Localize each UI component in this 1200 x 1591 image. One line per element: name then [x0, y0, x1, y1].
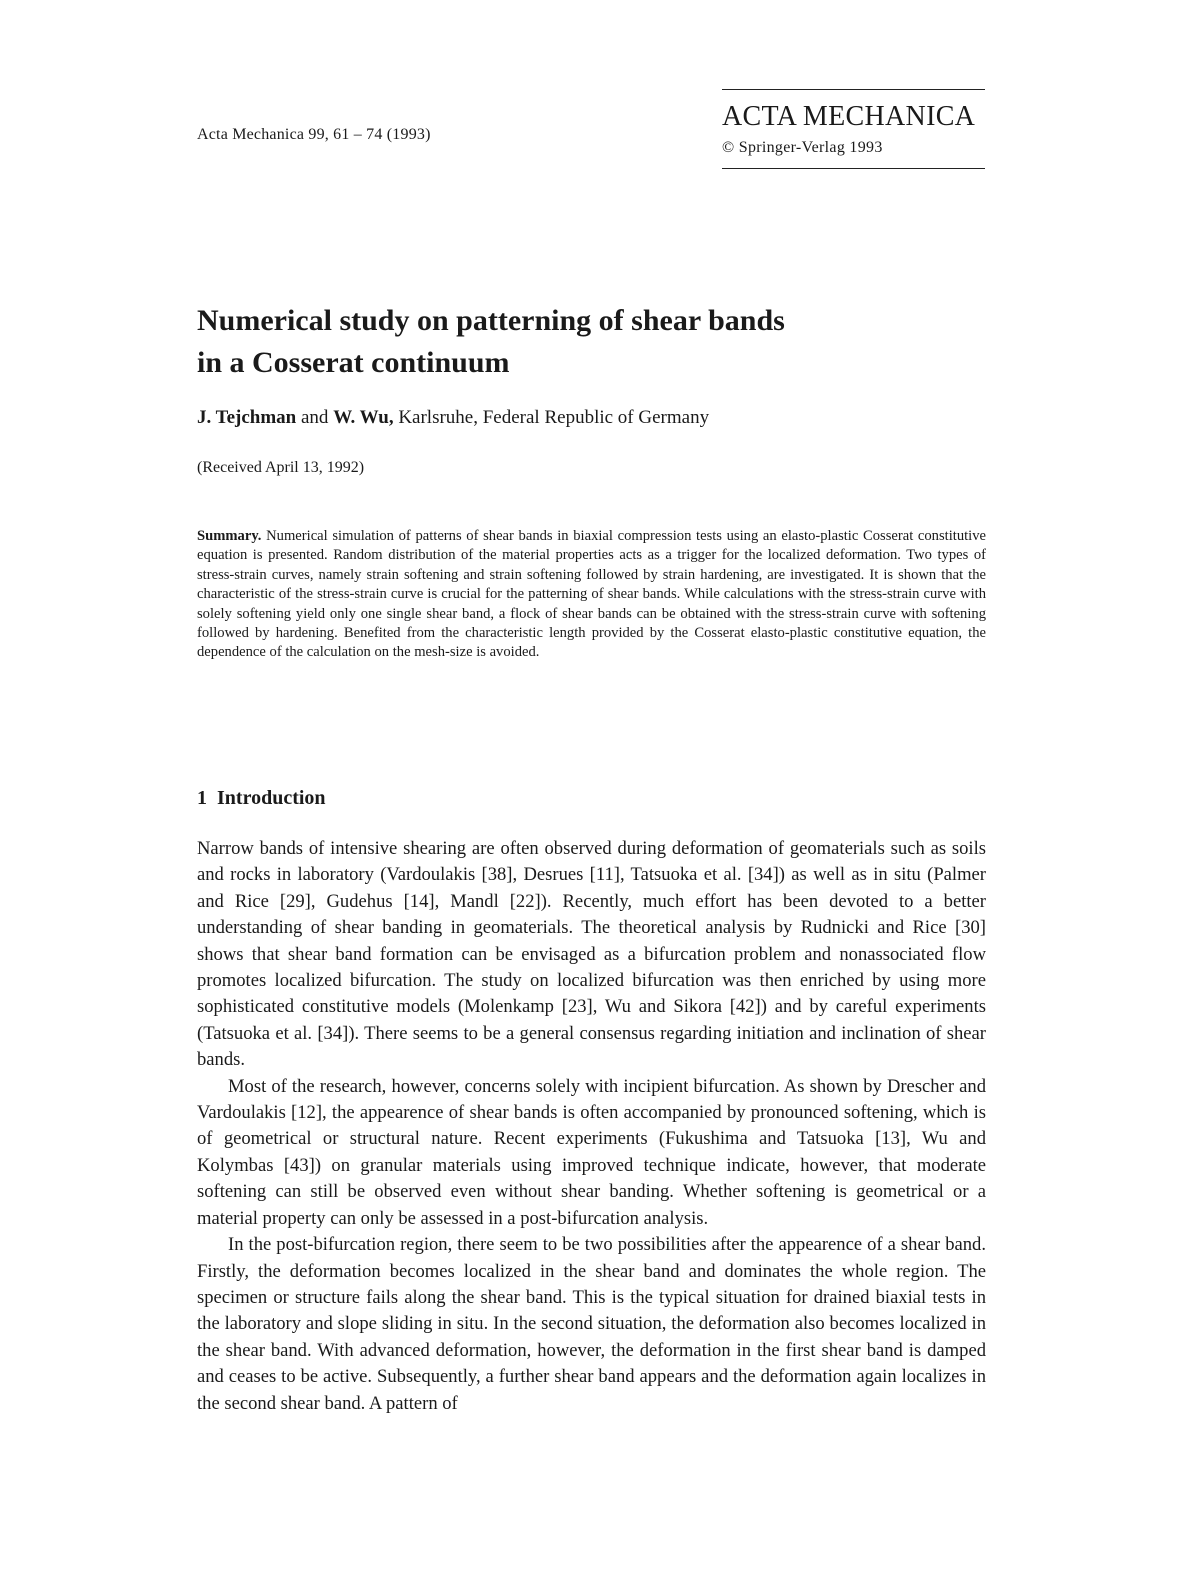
journal-citation: Acta Mechanica 99, 61 – 74 (1993)	[197, 126, 431, 143]
masthead-top-rule	[722, 89, 985, 90]
body-text	[197, 836, 986, 1417]
author-conjunction: and	[296, 407, 334, 428]
paragraph: In the post-bifurcation region, there seem to be two possibilities after the appearence of a shear band. Firstly, the deformation becomes localized in the shear band and dominates the whole region. The specimen or structure fails along the shear band. This is the typical situation for drained biaxial tests in the laboratory and slope sliding in situ. In the second situation, the deformation also becomes localized in the shear band. With advanced deformation, however, the deformation in the first shear band is damped and ceases to be active. Subsequently, a further shear band appears and the deformation again localizes in the second shear band. A pattern of	[197, 1234, 986, 1414]
summary-text: Numerical simulation of patterns of shear bands in biaxial compression tests using an elasto-plastic Cosserat constitutive equation is presented. Random distribution of the material properties acts as a trigger for the localized deformation. Two types of stress-strain curves, namely strain softening and strain softening followed by strain hardening, are investigated. It is shown that the characteristic of the stress-strain curve is crucial for the patterning of shear bands. While calculations with the stress-strain curve with solely softening yield only one single shear band, a flock of shear bands can be obtained with the stress-strain curve with softening followed by hardening. Benefited from the characteristic length provided by the Cosserat elasto-plastic constitutive equation, the dependence of the calculation on the mesh-size is avoided.	[197, 528, 986, 661]
title-line-2: in a Cosserat continuum	[197, 346, 510, 379]
summary-label: Summary.	[197, 528, 262, 544]
title-line-1: Numerical study on patterning of shear bands	[197, 304, 785, 337]
journal-masthead	[722, 89, 985, 169]
copyright-notice: © Springer-Verlag 1993	[722, 139, 883, 156]
author-2: W. Wu,	[333, 407, 394, 428]
author-1: J. Tejchman	[197, 407, 297, 428]
received-date: (Received April 13, 1992)	[197, 459, 365, 476]
section-number: 1	[197, 787, 207, 809]
paragraph: Narrow bands of intensive shearing are often observed during deformation of geomaterials such as soils and rocks in laboratory (Vardoulakis [38], Desrues [11], Tatsuoka et al. [34]) as well as in situ (Palmer and Rice [29], Gudehus [14], Mandl [22]). Recently, much effort has been devoted to a better understanding of shear banding in geomaterials. The theoretical analysis by Rudnicki and Rice [30] shows that shear band formation can be envisaged as a bifurcation problem and nonassociated flow promotes localized bifurcation. The study on localized bifurcation was then enriched by using more sophisticated constitutive models (Molenkamp [23], Wu and Sikora [42]) and by careful experiments (Tatsuoka et al. [34]). There seems to be a general consensus regarding initiation and inclination of shear bands.	[197, 838, 986, 1071]
journal-name: ACTA MECHANICA	[722, 101, 976, 132]
masthead-bottom-rule	[722, 168, 985, 169]
author-line	[197, 407, 709, 429]
author-affiliation: Karlsruhe, Federal Republic of Germany	[393, 407, 710, 428]
summary-abstract	[197, 527, 986, 663]
paragraph: Most of the research, however, concerns solely with incipient bifurcation. As shown by Drescher and Vardoulakis [12], the appearence of shear bands is often accompanied by pronounced softening, which is of geometrical or structural nature. Recent experiments (Fukushima and Tatsuoka [13], Wu and Kolymbas [43]) on granular materials using improved technique indicate, however, that moderate softening can still be observed even without shear banding. Whether softening is geometrical or a material property can only be assessed in a post-bifurcation analysis.	[197, 1075, 986, 1229]
section-title: Introduction	[217, 787, 326, 809]
article-title	[197, 300, 997, 384]
section-heading	[197, 787, 326, 810]
